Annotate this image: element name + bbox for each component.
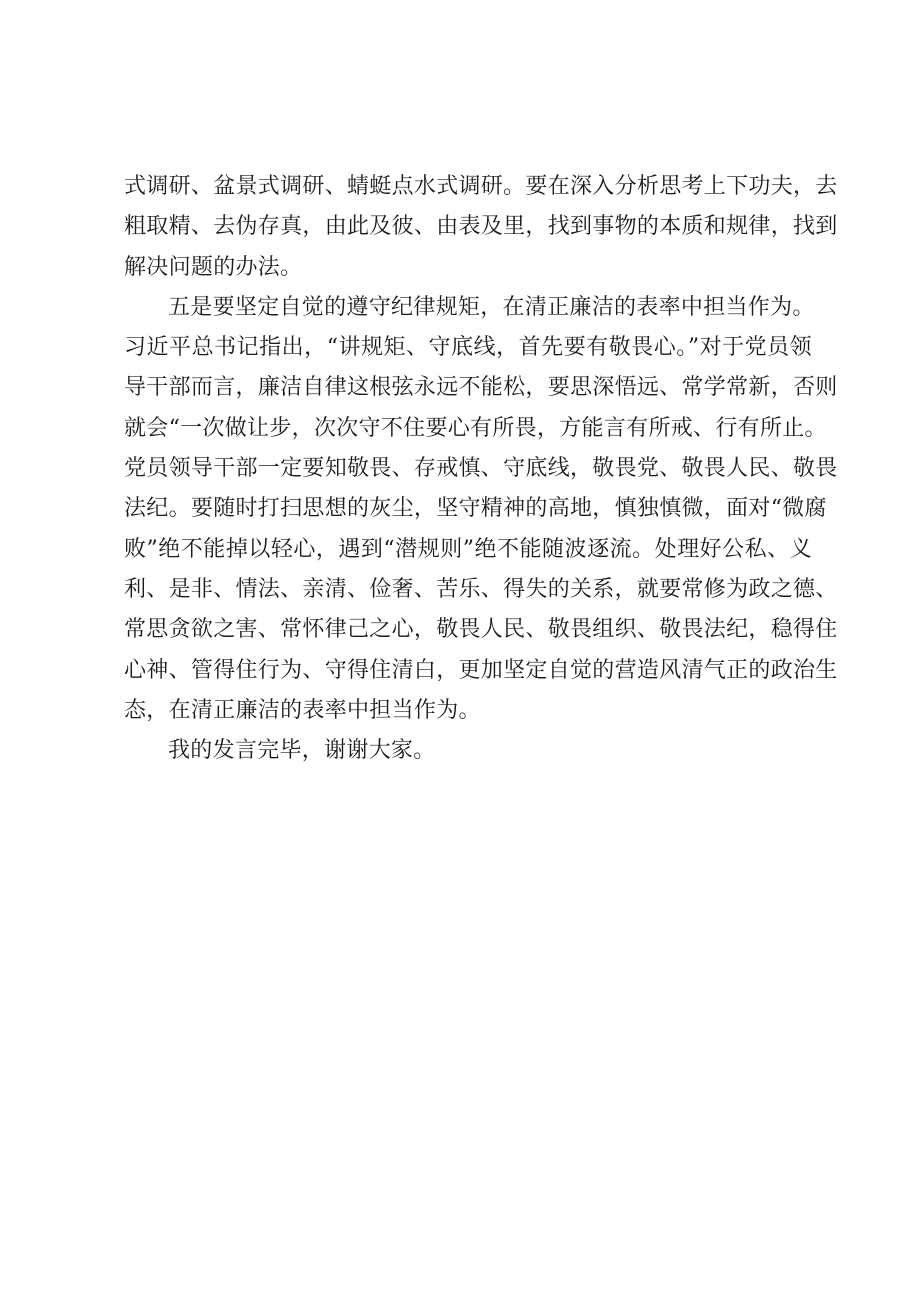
text-line: 式调研、盆景式调研、蜻蜓点水式调研。要在深入分析思考上下功夫，去 bbox=[124, 174, 838, 199]
text-line: 粗取精、去伪存真，由此及彼、由表及里，找到事物的本质和规律，找到 bbox=[124, 214, 838, 240]
text-line: 常思贪欲之害、常怀律己之心，敬畏人民、敬畏组织、敬畏法纪，稳得住 bbox=[124, 617, 838, 643]
document-body bbox=[124, 167, 838, 771]
text-line: 就会“一次做让步，次次守不住要心有所畏，方能言有所戒、行有所止。 bbox=[124, 415, 827, 441]
text-line: 利、是非、情法、亲清、俭奢、苦乐、得失的关系，就要常修为政之德、 bbox=[124, 576, 838, 602]
paragraph-research bbox=[124, 167, 838, 288]
text-line: 五是要坚定自觉的遵守纪律规矩，在清正廉洁的表率中担当作为。 bbox=[168, 294, 815, 320]
text-line: 心神、管得住行为、守得住清白，更加坚定自觉的营造风清气正的政治生 bbox=[124, 657, 838, 683]
text-line: 导干部而言，廉洁自律这根弦永远不能松，要思深悟远、常学常新，否则 bbox=[124, 375, 838, 401]
text-line: 法纪。要随时打扫思想的灰尘，坚守精神的高地，慎独慎微，面对“微腐 bbox=[124, 496, 827, 522]
paragraph-discipline bbox=[124, 288, 838, 731]
text-line: 党员领导干部一定要知敬畏、存戒慎、守底线，敬畏党、敬畏人民、敬畏 bbox=[124, 456, 838, 482]
text-line: 习近平总书记指出，“讲规矩、守底线，首先要有敬畏心。”对于党员领 bbox=[124, 335, 812, 361]
text-line: 败”绝不能掉以轻心，遇到“潜规则”绝不能随波逐流。处理好公私、义 bbox=[124, 536, 812, 562]
closing-line: 我的发言完毕，谢谢大家。 bbox=[168, 738, 436, 764]
paragraph-closing bbox=[124, 731, 812, 771]
text-line: 解决问题的办法。 bbox=[124, 254, 303, 280]
text-line: 态，在清正廉洁的表率中担当作为。 bbox=[124, 697, 481, 723]
